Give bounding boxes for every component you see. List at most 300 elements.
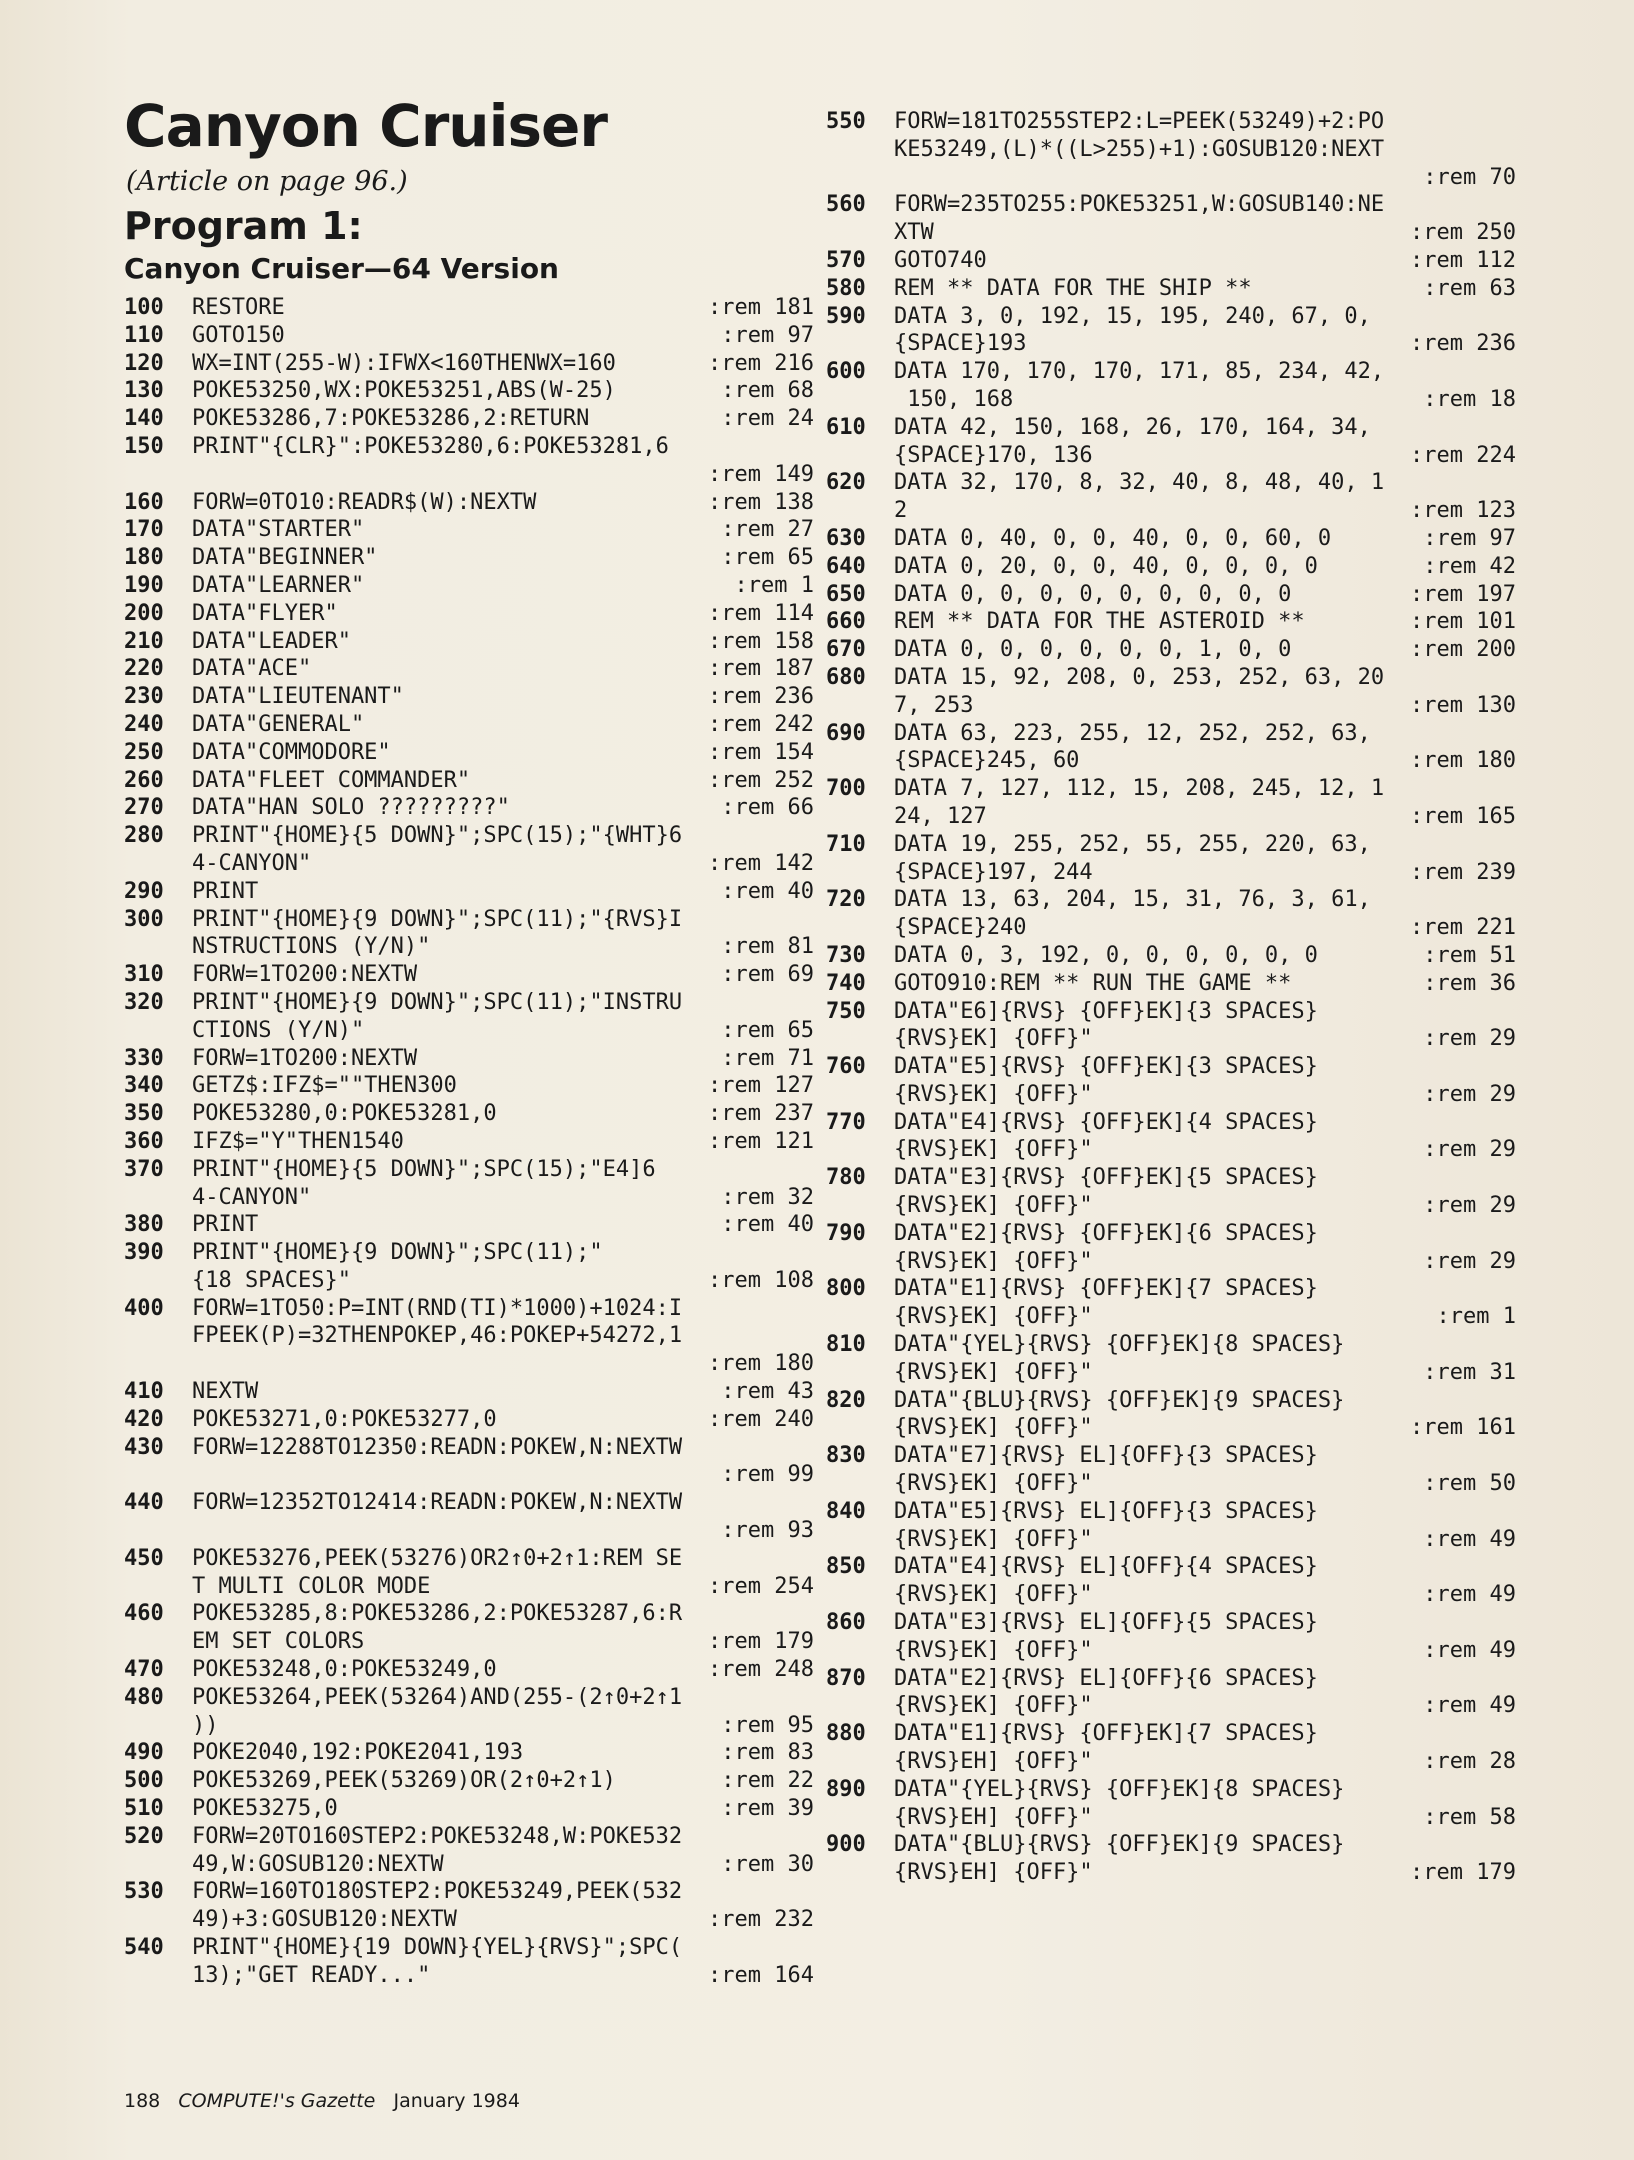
line-number: 800 [826, 1276, 866, 1302]
line-code: FORW=181TO255STEP2:L=PEEK(53249)+2:PO KE53249,(L)*((L>255)+1):GOSUB120:NEXT [894, 109, 1385, 162]
line-code: PRINT [192, 1212, 259, 1238]
line-number: 900 [826, 1832, 866, 1858]
line-code: DATA"E4]{RVS} EL]{OFF}{4 SPACES} {RVS}EK] {OFF}" [894, 1554, 1318, 1608]
program-line [826, 358, 1516, 414]
line-code: GETZ$:IFZ$=""THEN300 [192, 1073, 457, 1099]
program-line [826, 191, 1516, 247]
line-checksum: :rem 42 [1423, 553, 1516, 579]
line-number: 820 [826, 1387, 866, 1413]
line-code: FORW=1TO200:NEXTW [192, 962, 418, 988]
line-checksum: :rem 101 [1410, 609, 1516, 635]
line-checksum: :rem 149 [708, 461, 814, 487]
line-checksum: :rem 24 [721, 406, 814, 432]
listing-right-column [826, 108, 1516, 1887]
line-code: DATA 13, 63, 204, 15, 31, 76, 3, 61, {SPACE}240 [894, 887, 1371, 941]
line-code: POKE53269,PEEK(53269)OR(2↑0+2↑1) [192, 1768, 616, 1794]
line-checksum: :rem 29 [1423, 1193, 1516, 1219]
line-checksum: :rem 248 [708, 1657, 814, 1683]
line-number: 260 [124, 767, 164, 793]
line-number: 650 [826, 581, 866, 607]
line-checksum: :rem 236 [708, 684, 814, 710]
line-number: 620 [826, 470, 866, 496]
program-line [826, 1609, 1516, 1665]
line-number: 450 [124, 1545, 164, 1571]
program-line [124, 794, 814, 822]
line-number: 540 [124, 1935, 164, 1961]
line-checksum: :rem 254 [708, 1573, 814, 1599]
line-code: FORW=12352TO12414:READN:POKEW,N:NEXTW [192, 1490, 683, 1516]
program-line [124, 600, 814, 628]
program-line [124, 1434, 814, 1490]
line-number: 730 [826, 942, 866, 968]
line-code: DATA"E3]{RVS} EL]{OFF}{5 SPACES} {RVS}EK] {OFF}" [894, 1610, 1318, 1663]
line-code: DATA 3, 0, 192, 15, 195, 240, 67, 0, {SPACE}193 [894, 303, 1371, 357]
issue-date: January 1984 [393, 2090, 520, 2112]
line-checksum: :rem 40 [721, 1212, 814, 1238]
line-checksum: :rem 237 [708, 1101, 814, 1127]
program-line [124, 1211, 814, 1239]
line-number: 210 [124, 628, 164, 654]
line-number: 190 [124, 572, 164, 598]
line-code: DATA"{BLU}{RVS} {OFF}EK]{9 SPACES} {RVS}EH] {OFF}" [894, 1832, 1345, 1886]
line-number: 240 [124, 711, 164, 737]
line-checksum: :rem 43 [721, 1379, 814, 1405]
line-checksum: :rem 29 [1423, 1026, 1516, 1052]
line-checksum: :rem 81 [721, 934, 814, 960]
line-code: DATA"ACE" [192, 656, 312, 682]
program-line [826, 775, 1516, 831]
line-code: DATA"E2]{RVS} EL]{OFF}{6 SPACES} {RVS}EK] {OFF}" [894, 1665, 1318, 1719]
line-number: 330 [124, 1045, 164, 1071]
program-line [124, 1878, 814, 1934]
line-number: 410 [124, 1379, 164, 1405]
line-checksum: :rem 164 [708, 1962, 814, 1988]
line-number: 720 [826, 887, 866, 913]
program-line [124, 1072, 814, 1100]
line-number: 130 [124, 378, 164, 404]
program-line [124, 1045, 814, 1073]
line-number: 460 [124, 1601, 164, 1627]
line-number: 520 [124, 1823, 164, 1849]
line-checksum: :rem 179 [708, 1629, 814, 1655]
line-number: 440 [124, 1490, 164, 1516]
program-line [826, 469, 1516, 525]
line-checksum: :rem 1 [1436, 1304, 1516, 1330]
line-checksum: :rem 232 [708, 1907, 814, 1933]
line-checksum: :rem 95 [721, 1712, 814, 1738]
line-checksum: :rem 158 [708, 628, 814, 654]
publication-name: COMPUTE!'s Gazette [178, 2090, 376, 2112]
line-number: 710 [826, 831, 866, 857]
line-code: PRINT"{HOME}{9 DOWN}";SPC(11);"INSTRU CTIONS (Y/N)" [192, 989, 683, 1043]
line-code: DATA 15, 92, 208, 0, 253, 252, 63, 20 7, 253 [894, 664, 1385, 718]
line-number: 500 [124, 1768, 164, 1794]
program-line [124, 1156, 814, 1212]
line-number: 380 [124, 1212, 164, 1238]
line-code: POKE2040,192:POKE2041,193 [192, 1740, 524, 1766]
line-code: WX=INT(255-W):IFWX<160THENWX=160 [192, 350, 616, 376]
line-code: DATA"E6]{RVS} {OFF}EK]{3 SPACES} {RVS}EK] {OFF}" [894, 998, 1318, 1052]
line-checksum: :rem 161 [1410, 1415, 1516, 1441]
program-line [124, 489, 814, 517]
line-number: 120 [124, 350, 164, 376]
program-line [826, 664, 1516, 720]
line-checksum: :rem 221 [1410, 915, 1516, 941]
line-number: 700 [826, 776, 866, 802]
program-line [124, 1100, 814, 1128]
line-code: DATA"LIEUTENANT" [192, 684, 404, 710]
program-line [826, 608, 1516, 636]
line-number: 250 [124, 739, 164, 765]
line-number: 840 [826, 1498, 866, 1524]
line-checksum: :rem 63 [1423, 275, 1516, 301]
line-number: 870 [826, 1665, 866, 1691]
line-code: DATA"HAN SOLO ?????????" [192, 795, 510, 821]
line-checksum: :rem 40 [721, 878, 814, 904]
line-code: POKE53275,0 [192, 1796, 338, 1822]
line-checksum: :rem 121 [708, 1128, 814, 1154]
program-line [124, 1739, 814, 1767]
line-checksum: :rem 68 [721, 378, 814, 404]
line-checksum: :rem 236 [1410, 331, 1516, 357]
line-code: FORW=235TO255:POKE53251,W:GOSUB140:NE XTW [894, 192, 1385, 246]
program-line [124, 405, 814, 433]
line-code: FORW=12288TO12350:READN:POKEW,N:NEXTW [192, 1434, 683, 1460]
line-code: DATA"E2]{RVS} {OFF}EK]{6 SPACES} {RVS}EK] {OFF}" [894, 1220, 1318, 1274]
program-line [124, 989, 814, 1045]
program-line [124, 1934, 814, 1990]
line-code: GOTO740 [894, 247, 987, 273]
line-checksum: :rem 29 [1423, 1248, 1516, 1274]
line-checksum: :rem 58 [1423, 1804, 1516, 1830]
line-code: DATA"E1]{RVS} {OFF}EK]{7 SPACES} {RVS}EK] {OFF}" [894, 1276, 1318, 1330]
line-number: 360 [124, 1128, 164, 1154]
program-line [124, 572, 814, 600]
line-number: 230 [124, 684, 164, 710]
line-number: 490 [124, 1740, 164, 1766]
program-line [826, 942, 1516, 970]
program-line [826, 414, 1516, 470]
listing-left-column [124, 294, 814, 1990]
program-line [826, 998, 1516, 1054]
line-checksum: :rem 30 [721, 1851, 814, 1877]
page-number: 188 [124, 2090, 161, 2112]
line-number: 350 [124, 1101, 164, 1127]
program-line [124, 739, 814, 767]
line-number: 400 [124, 1295, 164, 1321]
program-line [124, 961, 814, 989]
line-checksum: :rem 180 [1410, 748, 1516, 774]
line-checksum: :rem 250 [1410, 220, 1516, 246]
line-checksum: :rem 216 [708, 350, 814, 376]
line-number: 420 [124, 1406, 164, 1432]
program-line [124, 294, 814, 322]
line-number: 770 [826, 1109, 866, 1135]
line-checksum: :rem 32 [721, 1184, 814, 1210]
line-number: 290 [124, 878, 164, 904]
line-checksum: :rem 69 [721, 962, 814, 988]
program-line [826, 1553, 1516, 1609]
line-number: 170 [124, 517, 164, 543]
line-code: DATA"E5]{RVS} EL]{OFF}{3 SPACES} {RVS}EK] {OFF}" [894, 1498, 1318, 1552]
program-line [826, 1220, 1516, 1276]
line-checksum: :rem 49 [1423, 1693, 1516, 1719]
line-number: 310 [124, 962, 164, 988]
line-code: DATA"E4]{RVS} {OFF}EK]{4 SPACES} {RVS}EK] {OFF}" [894, 1109, 1318, 1163]
program-heading: Program 1: [124, 204, 363, 248]
line-number: 830 [826, 1443, 866, 1469]
article-title: Canyon Cruiser [124, 92, 607, 160]
program-line [826, 247, 1516, 275]
line-code: PRINT"{HOME}{5 DOWN}";SPC(15);"{WHT}6 4-CANYON" [192, 823, 683, 876]
line-checksum: :rem 123 [1410, 498, 1516, 524]
line-code: PRINT"{HOME}{5 DOWN}";SPC(15);"E4]6 4-CANYON" [192, 1156, 656, 1210]
line-code: POKE53276,PEEK(53276)OR2↑0+2↑1:REM SE T MULTI COLOR MODE [192, 1545, 683, 1599]
line-checksum: :rem 114 [708, 600, 814, 626]
line-code: POKE53250,WX:POKE53251,ABS(W-25) [192, 378, 616, 404]
line-number: 550 [826, 109, 866, 134]
line-code: POKE53248,0:POKE53249,0 [192, 1657, 497, 1683]
line-code: FORW=20TO160STEP2:POKE53248,W:POKE532 49,W:GOSUB120:NEXTW [192, 1823, 683, 1877]
line-number: 570 [826, 247, 866, 273]
program-line [826, 553, 1516, 581]
program-line [826, 275, 1516, 303]
line-code: DATA"GENERAL" [192, 711, 365, 737]
line-checksum: :rem 28 [1423, 1749, 1516, 1775]
program-subtitle: Canyon Cruiser—64 Version [124, 252, 559, 285]
line-checksum: :rem 165 [1410, 803, 1516, 829]
program-line [124, 1656, 814, 1684]
line-number: 220 [124, 656, 164, 682]
line-checksum: :rem 50 [1423, 1471, 1516, 1497]
line-checksum: :rem 31 [1423, 1359, 1516, 1385]
line-checksum: :rem 179 [1410, 1860, 1516, 1886]
line-number: 100 [124, 295, 164, 320]
line-number: 590 [826, 303, 866, 329]
program-line [124, 683, 814, 711]
program-line [124, 767, 814, 795]
line-checksum: :rem 18 [1423, 386, 1516, 412]
line-checksum: :rem 65 [721, 1017, 814, 1043]
line-number: 470 [124, 1657, 164, 1683]
program-line [826, 636, 1516, 664]
line-number: 180 [124, 545, 164, 571]
line-code: DATA"FLYER" [192, 600, 338, 626]
program-line [826, 831, 1516, 887]
program-line [124, 433, 814, 489]
line-number: 110 [124, 322, 164, 348]
line-code: IFZ$="Y"THEN1540 [192, 1128, 404, 1154]
line-checksum: :rem 252 [708, 767, 814, 793]
line-number: 600 [826, 359, 866, 385]
line-code: DATA 0, 0, 0, 0, 0, 0, 1, 0, 0 [894, 637, 1292, 663]
line-code: DATA"E1]{RVS} {OFF}EK]{7 SPACES} {RVS}EH] {OFF}" [894, 1721, 1318, 1775]
line-code: DATA"E5]{RVS} {OFF}EK]{3 SPACES} {RVS}EK] {OFF}" [894, 1054, 1318, 1107]
line-checksum: :rem 70 [1423, 164, 1516, 190]
line-checksum: :rem 197 [1410, 581, 1516, 607]
line-code: DATA 63, 223, 255, 12, 252, 252, 63, {SPACE}245, 60 [894, 720, 1371, 774]
line-code: POKE53286,7:POKE53286,2:RETURN [192, 406, 590, 432]
line-checksum: :rem 239 [1410, 859, 1516, 885]
line-number: 630 [826, 525, 866, 551]
line-number: 340 [124, 1073, 164, 1099]
program-line [826, 1275, 1516, 1331]
line-number: 300 [124, 906, 164, 932]
program-line [124, 1823, 814, 1879]
line-number: 530 [124, 1879, 164, 1905]
line-code: DATA"BEGINNER" [192, 545, 378, 571]
line-checksum: :rem 65 [721, 545, 814, 571]
line-checksum: :rem 36 [1423, 970, 1516, 996]
program-line [124, 655, 814, 683]
line-checksum: :rem 49 [1423, 1526, 1516, 1552]
line-code: PRINT"{HOME}{19 DOWN}{YEL}{RVS}";SPC( 13);"GET READY..." [192, 1935, 683, 1988]
line-number: 760 [826, 1054, 866, 1080]
program-line [124, 1600, 814, 1656]
line-checksum: :rem 1 [734, 572, 814, 598]
line-code: GOTO150 [192, 322, 285, 348]
line-checksum: :rem 154 [708, 739, 814, 765]
line-checksum: :rem 39 [721, 1796, 814, 1822]
line-code: POKE53271,0:POKE53277,0 [192, 1406, 497, 1432]
program-line [826, 1109, 1516, 1165]
line-checksum: :rem 181 [708, 295, 814, 320]
program-line [826, 1331, 1516, 1387]
program-line [124, 377, 814, 405]
line-code: DATA 0, 0, 0, 0, 0, 0, 0, 0, 0 [894, 581, 1292, 607]
program-line [124, 1489, 814, 1545]
line-code: DATA 42, 150, 168, 26, 170, 164, 34, {SPACE}170, 136 [894, 414, 1371, 468]
program-line [826, 108, 1516, 191]
line-checksum: :rem 138 [708, 489, 814, 515]
program-line [124, 711, 814, 739]
line-checksum: :rem 242 [708, 711, 814, 737]
program-line [124, 1128, 814, 1156]
line-number: 750 [826, 998, 866, 1024]
line-code: DATA 7, 127, 112, 15, 208, 245, 12, 1 24, 127 [894, 776, 1385, 829]
line-checksum: :rem 112 [1410, 247, 1516, 273]
line-number: 370 [124, 1156, 164, 1182]
line-code: DATA"LEADER" [192, 628, 351, 654]
line-checksum: :rem 224 [1410, 442, 1516, 468]
program-line [826, 1498, 1516, 1554]
line-code: DATA"E3]{RVS} {OFF}EK]{5 SPACES} {RVS}EK] {OFF}" [894, 1165, 1318, 1219]
article-reference: (Article on page 96.) [126, 166, 408, 197]
line-number: 270 [124, 795, 164, 821]
line-checksum: :rem 108 [708, 1267, 814, 1293]
line-checksum: :rem 93 [721, 1518, 814, 1544]
line-number: 670 [826, 637, 866, 663]
program-line [124, 1406, 814, 1434]
line-code: GOTO910:REM ** RUN THE GAME ** [894, 970, 1292, 996]
line-number: 660 [826, 609, 866, 635]
line-code: DATA"E7]{RVS} EL]{OFF}{3 SPACES} {RVS}EK] {OFF}" [894, 1443, 1318, 1497]
line-number: 810 [826, 1332, 866, 1358]
line-number: 690 [826, 720, 866, 746]
line-number: 780 [826, 1165, 866, 1191]
line-checksum: :rem 49 [1423, 1637, 1516, 1663]
line-checksum: :rem 29 [1423, 1081, 1516, 1107]
line-number: 890 [826, 1776, 866, 1802]
line-code: PRINT"{HOME}{9 DOWN}";SPC(11);"{RVS}I NSTRUCTIONS (Y/N)" [192, 906, 683, 960]
line-checksum: :rem 99 [721, 1462, 814, 1488]
program-line [124, 1545, 814, 1601]
line-number: 140 [124, 406, 164, 432]
line-number: 580 [826, 275, 866, 301]
line-checksum: :rem 97 [1423, 525, 1516, 551]
line-code: FORW=1TO200:NEXTW [192, 1045, 418, 1071]
program-line [124, 822, 814, 878]
program-line [826, 303, 1516, 359]
line-code: REM ** DATA FOR THE ASTEROID ** [894, 609, 1305, 635]
line-code: DATA"LEARNER" [192, 572, 365, 598]
program-line [124, 1684, 814, 1740]
program-line [124, 628, 814, 656]
line-code: RESTORE [192, 295, 285, 320]
line-checksum: :rem 200 [1410, 637, 1516, 663]
line-number: 740 [826, 970, 866, 996]
line-checksum: :rem 66 [721, 795, 814, 821]
program-line [826, 886, 1516, 942]
program-line [826, 1720, 1516, 1776]
line-code: DATA 32, 170, 8, 32, 40, 8, 48, 40, 1 2 [894, 470, 1385, 524]
program-line [124, 878, 814, 906]
program-line [826, 1442, 1516, 1498]
line-checksum: :rem 187 [708, 656, 814, 682]
line-number: 480 [124, 1684, 164, 1710]
line-code: DATA 0, 20, 0, 0, 40, 0, 0, 0, 0 [894, 553, 1318, 579]
line-checksum: :rem 83 [721, 1740, 814, 1766]
line-number: 160 [124, 489, 164, 515]
line-number: 200 [124, 600, 164, 626]
line-checksum: :rem 127 [708, 1073, 814, 1099]
line-code: DATA"{BLU}{RVS} {OFF}EK]{9 SPACES} {RVS}EK] {OFF}" [894, 1387, 1345, 1441]
line-code: PRINT"{HOME}{9 DOWN}";SPC(11);" {18 SPACES}" [192, 1240, 603, 1293]
program-line [826, 1164, 1516, 1220]
line-checksum: :rem 97 [721, 322, 814, 348]
line-number: 680 [826, 664, 866, 690]
line-code: DATA 19, 255, 252, 55, 255, 220, 63, {SPACE}197, 244 [894, 831, 1371, 885]
line-code: POKE53285,8:POKE53286,2:POKE53287,6:R EM SET COLORS [192, 1601, 683, 1655]
line-code: POKE53264,PEEK(53264)AND(255-(2↑0+2↑1 )) [192, 1684, 683, 1738]
program-line [826, 720, 1516, 776]
program-line [124, 1239, 814, 1295]
line-checksum: :rem 142 [708, 850, 814, 876]
line-code: DATA"{YEL}{RVS} {OFF}EK]{8 SPACES} {RVS}EK] {OFF}" [894, 1332, 1345, 1385]
program-line [826, 1053, 1516, 1109]
line-number: 390 [124, 1240, 164, 1266]
program-line [826, 581, 1516, 609]
line-number: 150 [124, 433, 164, 459]
program-line [826, 970, 1516, 998]
line-number: 320 [124, 989, 164, 1015]
page-footer [124, 2090, 520, 2112]
line-code: DATA"STARTER" [192, 517, 365, 543]
line-code: FORW=0TO10:READR$(W):NEXTW [192, 489, 537, 515]
line-code: DATA 0, 3, 192, 0, 0, 0, 0, 0, 0 [894, 942, 1318, 968]
line-checksum: :rem 71 [721, 1045, 814, 1071]
line-code: FORW=1TO50:P=INT(RND(TI)*1000)+1024:I FPEEK(P)=32THENPOKEP,46:POKEP+54272,1 [192, 1295, 683, 1349]
program-line [826, 1387, 1516, 1443]
line-code: DATA 170, 170, 170, 171, 85, 234, 42, 150, 168 [894, 359, 1385, 412]
line-number: 560 [826, 192, 866, 218]
line-number: 610 [826, 414, 866, 440]
line-checksum: :rem 27 [721, 517, 814, 543]
line-code: REM ** DATA FOR THE SHIP ** [894, 275, 1252, 301]
program-line [124, 1378, 814, 1406]
line-checksum: :rem 51 [1423, 942, 1516, 968]
line-code: DATA"{YEL}{RVS} {OFF}EK]{8 SPACES} {RVS}EH] {OFF}" [894, 1776, 1345, 1830]
